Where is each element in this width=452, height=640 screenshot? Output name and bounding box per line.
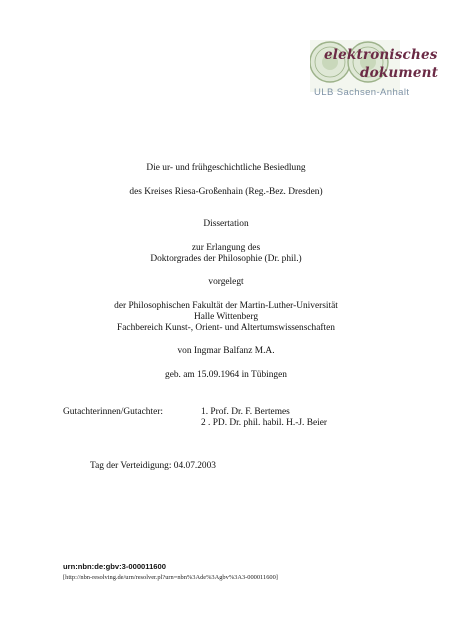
faculty-line1: der Philosophischen Fakultät der Martin-Luther-Universität — [114, 301, 338, 311]
ulb-logo — [310, 40, 450, 104]
birth-line: geb. am 15.09.1964 in Tübingen — [165, 370, 287, 380]
title-line2: des Kreises Riesa-Großenhain (Reg.-Bez. Dresden) — [129, 187, 323, 197]
title-line1: Die ur- und frühgeschichtliche Besiedlung — [146, 163, 306, 173]
resolver-link[interactable]: [http://nbn-resolving.de/urn/resolver.pl?urn=nbn%3Ade%3Agbv%3A3-000011600] — [63, 574, 278, 581]
reviewer-first: 1. Prof. Dr. F. Bertemes — [201, 407, 290, 417]
urn-identifier: urn:nbn:de:gbv:3-000011600 — [63, 562, 166, 571]
logo-text-line1: elektronisches — [324, 47, 438, 63]
submitted-label: vorgelegt — [208, 277, 244, 287]
logo-text-line2: dokument — [360, 65, 439, 81]
faculty-line3: Fachbereich Kunst-, Orient- und Altertumswissenschaften — [117, 323, 335, 333]
logo-subtitle: ULB Sachsen-Anhalt — [314, 87, 410, 98]
purpose-line1: zur Erlangung des — [191, 243, 261, 253]
author-line: von Ingmar Balfanz M.A. — [177, 346, 275, 356]
reviewer-second: 2 . PD. Dr. phil. habil. H.-J. Beier — [201, 418, 328, 428]
dissertation-heading: Dissertation — [203, 219, 249, 229]
purpose-line2: Doktorgrades der Philosophie (Dr. phil.) — [150, 254, 302, 264]
reviewers-label: Gutachterinnen/Gutachter: — [63, 407, 163, 417]
defense-date: Tag der Verteidigung: 04.07.2003 — [90, 461, 216, 471]
faculty-line2: Halle Wittenberg — [193, 312, 259, 322]
